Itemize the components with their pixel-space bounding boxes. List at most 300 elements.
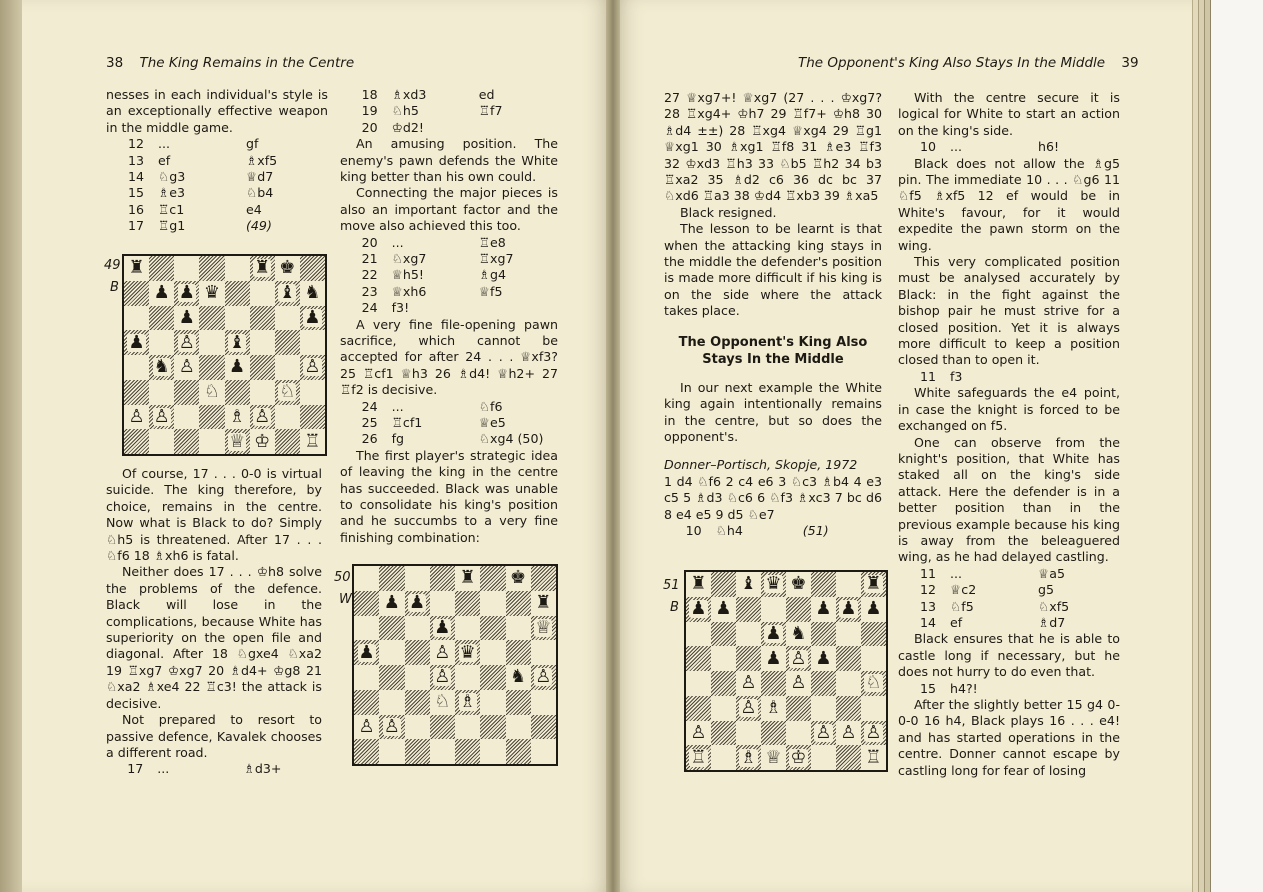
board-square	[455, 640, 480, 665]
diagram-number: 49	[104, 258, 121, 273]
board-square	[761, 622, 786, 647]
chess-piece-icon: ♘	[434, 691, 451, 713]
chess-piece-icon: ♗	[740, 746, 757, 768]
black-move: ♘xf5	[1038, 598, 1070, 614]
diagram-ref: (51)	[802, 522, 829, 538]
board-square	[379, 616, 404, 641]
board-square	[225, 306, 250, 331]
board-square	[225, 281, 250, 306]
board-square	[124, 281, 149, 306]
chess-piece-icon: ♚	[510, 567, 527, 589]
board-square	[455, 591, 480, 616]
paragraph: After the slightly better 15 g4 0-0-0 16 h4, Black plays 16 . . . e4! and has started operations in the centre. Donner cannot escape by castling long for fear of losing	[898, 696, 1120, 778]
white-move: ef	[158, 152, 171, 168]
board-square	[786, 696, 811, 721]
white-move: ♘xg7	[391, 251, 427, 266]
board-square	[250, 330, 275, 355]
board-square	[379, 566, 404, 591]
board-square	[199, 306, 224, 331]
move-number: 20	[361, 119, 378, 135]
board-square	[275, 405, 300, 430]
paragraph: Not prepared to resort to passive defence, Kavalek chooses a different road.	[106, 712, 322, 760]
black-move: g5	[1038, 582, 1055, 598]
board-square	[811, 622, 836, 647]
board-square	[480, 739, 505, 764]
move-list	[106, 136, 328, 234]
board-square	[736, 597, 761, 622]
board-square	[686, 622, 711, 647]
game-header: Donner–Portisch, Skopje, 1972	[664, 457, 858, 473]
chess-piece-icon: ♗	[765, 697, 782, 719]
board-square	[124, 330, 149, 355]
chess-piece-icon: ♞	[510, 666, 527, 688]
chess-piece-icon: ♙	[434, 641, 451, 663]
move-number: 13	[127, 152, 144, 168]
board-square	[506, 566, 531, 591]
left-column-1	[106, 87, 328, 235]
board-square	[199, 281, 224, 306]
chess-piece-icon: ♙	[153, 405, 170, 427]
black-move: ♕e5	[478, 414, 506, 430]
chess-piece-icon: ♙	[740, 672, 757, 694]
chess-piece-icon: ♙	[383, 715, 400, 737]
chess-piece-icon: ♟	[358, 641, 375, 663]
black-move	[1038, 681, 1118, 697]
chess-piece-icon: ♙	[178, 331, 195, 353]
white-move: ♕xh6	[391, 283, 427, 299]
board-square	[354, 616, 379, 641]
chess-piece-icon: ♙	[690, 721, 707, 743]
board-square	[455, 715, 480, 740]
scan-margin	[1210, 0, 1263, 892]
move-row	[106, 169, 328, 185]
chess-piece-icon: ♟	[865, 598, 882, 620]
move-list	[898, 566, 1120, 632]
chess-piece-icon: ♛	[459, 641, 476, 663]
paragraph: This very complicated position must be analysed accurately by Black: in the fight against the bishop pair he must strive for a closed position. Yet it is always more difficult to keep a position closed than to open it.	[898, 254, 1120, 368]
black-move: ♕a5	[1038, 565, 1066, 581]
board-square	[455, 739, 480, 764]
left-page-header	[106, 55, 354, 71]
page-number: 38	[106, 55, 124, 71]
board-square	[199, 429, 224, 454]
move-number: 14	[127, 169, 144, 184]
white-move: ef	[950, 614, 963, 630]
board-square	[861, 597, 886, 622]
board-square	[506, 640, 531, 665]
board-square	[736, 721, 761, 746]
black-move: (49)	[246, 218, 272, 234]
move-number: 17	[127, 218, 144, 234]
board-square	[761, 597, 786, 622]
board-square	[379, 715, 404, 740]
paragraph: In our next example the White king again intentionally remains in the centre, but so does the opponent's.	[664, 379, 882, 444]
board-square	[405, 640, 430, 665]
left-column-2	[340, 87, 558, 546]
move-number: 12	[127, 136, 144, 152]
white-move: ...	[950, 139, 963, 155]
board-square	[836, 622, 861, 647]
board-square	[455, 566, 480, 591]
board-square	[836, 745, 861, 770]
board-square	[275, 380, 300, 405]
paragraph: Black ensures that he is able to castle long if necessary, but he does not hurry to do even that.	[898, 631, 1120, 680]
board-square	[736, 745, 761, 770]
chess-piece-icon: ♗	[459, 691, 476, 713]
board-square	[686, 671, 711, 696]
board-square	[300, 355, 325, 380]
board-square	[354, 591, 379, 616]
move-row	[340, 267, 558, 283]
chess-piece-icon: ♟	[765, 622, 782, 644]
board-square	[761, 745, 786, 770]
chess-piece-icon: ♜	[690, 573, 707, 595]
board-square	[250, 281, 275, 306]
paragraph: With the centre secure it is logical for White to start an action on the king's side.	[898, 90, 1120, 138]
board-square	[786, 622, 811, 647]
chess-piece-icon: ♟	[840, 598, 857, 620]
board-square	[480, 690, 505, 715]
white-move: ...	[391, 234, 404, 250]
board-square	[711, 671, 736, 696]
board-square	[174, 330, 199, 355]
white-move: ...	[157, 761, 170, 777]
paragraph: 27 ♕xg7+! ♕xg7 (27 . . . ♔xg7? 28 ♖xg4+ ♔h7 29 ♖f7+ ♔h8 30 ♗d4 ±±) 28 ♖xg4 ♕xg4 29 ♖g1 ♕xg1 30 ♗xg1 ♖f8 31 ♗e3 ♖f3 32 ♔xd3 ♖h3 33 ♘b5 ♖h2 34 b3 ♖xa2 35 ♗d2 c6 36 dc bc 37 ♘xd6 ♖a3 38 ♔d4 ♖xb3 39 ♗xa5	[664, 90, 882, 204]
diagram-side-to-move: W	[339, 592, 352, 607]
chess-piece-icon: ♝	[279, 282, 296, 304]
board-square	[379, 591, 404, 616]
paragraph: Black resigned.	[680, 204, 777, 220]
board-square	[225, 330, 250, 355]
move-row	[340, 399, 558, 415]
board-square	[736, 572, 761, 597]
white-move: ♗xd3	[391, 87, 427, 102]
move-row	[106, 153, 328, 169]
board-square	[836, 696, 861, 721]
black-move: ♗g4	[478, 267, 507, 283]
board-square	[531, 640, 556, 665]
board-square	[761, 671, 786, 696]
white-move: ♘g3	[158, 169, 186, 184]
chess-piece-icon: ♛	[765, 573, 782, 595]
board-square	[149, 256, 174, 281]
chess-piece-icon: ♘	[203, 381, 220, 403]
move-number: 21	[361, 251, 378, 266]
board-square	[300, 306, 325, 331]
move-row	[898, 139, 1120, 155]
board-square	[506, 690, 531, 715]
board-square	[250, 355, 275, 380]
chess-piece-icon: ♘	[865, 672, 882, 694]
chess-piece-icon: ♔	[254, 430, 271, 452]
board-square	[786, 671, 811, 696]
board-square	[480, 640, 505, 665]
board-square	[711, 572, 736, 597]
board-square	[300, 256, 325, 281]
board-square	[811, 646, 836, 671]
move-row	[340, 87, 558, 103]
board-square	[861, 696, 886, 721]
board-square	[836, 597, 861, 622]
chess-piece-icon: ♟	[153, 282, 170, 304]
running-title: The Opponent's King Also Stays In the Middle	[798, 55, 1106, 71]
move-row	[898, 615, 1120, 631]
black-move: ♗d3+	[243, 761, 282, 777]
board-square	[786, 572, 811, 597]
board-square	[199, 256, 224, 281]
board-square	[761, 646, 786, 671]
board-square	[736, 671, 761, 696]
board-square	[531, 665, 556, 690]
board-square	[174, 306, 199, 331]
book-gutter	[606, 0, 620, 892]
board-square	[786, 597, 811, 622]
chess-piece-icon: ♟	[128, 331, 145, 353]
paragraph: White safeguards the e4 point, in case the knight is forced to be exchanged on f5.	[898, 385, 1120, 434]
white-move: ♘h4	[715, 522, 743, 538]
board-square	[275, 330, 300, 355]
black-move	[479, 300, 558, 316]
board-square	[811, 572, 836, 597]
chess-piece-icon: ♜	[254, 257, 271, 279]
board-square	[686, 646, 711, 671]
section-heading: The Opponent's King Also Stays In the Middle	[678, 334, 868, 367]
board-square	[225, 355, 250, 380]
board-square	[761, 572, 786, 597]
board-square	[811, 671, 836, 696]
board-square	[199, 330, 224, 355]
board-square	[405, 715, 430, 740]
move-number: 10	[685, 522, 702, 538]
board-square	[275, 429, 300, 454]
board-square	[174, 405, 199, 430]
move-row	[106, 136, 328, 152]
white-move: ...	[391, 398, 404, 414]
chess-piece-icon: ♙	[434, 666, 451, 688]
board-square	[225, 380, 250, 405]
move-number: 12	[919, 582, 936, 598]
chess-piece-icon: ♟	[304, 306, 321, 328]
white-move: f3	[950, 368, 963, 384]
chess-piece-icon: ♟	[434, 616, 451, 638]
board-square	[761, 721, 786, 746]
diagram-number: 50	[334, 570, 351, 585]
board-square	[250, 256, 275, 281]
board-square	[836, 721, 861, 746]
paragraph: Neither does 17 . . . ♔h8 solve the problems of the defence. Black will lose in the complications, because White has superiority on the open file and diagonal. After 18 ♘gxe4 ♘xa2 19 ♖xg7 ♔xg7 20 ♗d4+ ♔g8 21 ♘xa2 ♗xe4 22 ♖c3! the attack is decisive.	[106, 564, 322, 711]
paragraph: Black does not allow the ♗g5 pin. The immediate 10 . . . ♘g6 11 ♘f5 ♗xf5 12 ef would be in White's favour, for it would expedite the pawn storm on the wing.	[898, 155, 1120, 253]
board-square	[455, 690, 480, 715]
chess-piece-icon: ♟	[178, 306, 195, 328]
board-square	[455, 616, 480, 641]
white-move: ♘h5	[391, 103, 419, 119]
right-column-2	[898, 90, 1120, 779]
move-row	[106, 185, 328, 201]
move-row	[340, 235, 558, 251]
board-square	[711, 721, 736, 746]
board-square	[861, 721, 886, 746]
chess-piece-icon: ♕	[765, 746, 782, 768]
move-number: 19	[361, 103, 378, 119]
move-row	[898, 681, 1120, 697]
board-square	[531, 739, 556, 764]
board-square	[405, 591, 430, 616]
board-square	[786, 721, 811, 746]
board-square	[379, 640, 404, 665]
board-square	[430, 665, 455, 690]
white-move: ♘f5	[950, 598, 974, 614]
board-square	[250, 405, 275, 430]
board-square	[861, 572, 886, 597]
board-square	[275, 256, 300, 281]
board-square	[275, 355, 300, 380]
board-square	[199, 380, 224, 405]
board-square	[836, 572, 861, 597]
white-move: f3!	[391, 300, 410, 316]
paragraph: nesses in each individual's style is an exceptionally effective weapon in the middle game.	[106, 87, 328, 135]
right-page-header	[798, 55, 1139, 71]
chess-piece-icon: ♜	[865, 573, 882, 595]
black-move: ed	[478, 87, 495, 102]
board-square	[174, 429, 199, 454]
move-number: 22	[361, 267, 378, 283]
board-square	[711, 696, 736, 721]
board-square	[480, 591, 505, 616]
board-square	[149, 380, 174, 405]
white-move: ...	[158, 136, 171, 152]
board-square	[199, 355, 224, 380]
board-square	[250, 380, 275, 405]
move-number: 11	[919, 368, 936, 384]
board-square	[430, 690, 455, 715]
board-square	[275, 306, 300, 331]
move-row	[340, 103, 558, 119]
move-list	[340, 235, 558, 317]
black-move: ♘xg4 (50)	[478, 431, 544, 447]
board-square	[354, 640, 379, 665]
chess-piece-icon: ♖	[865, 746, 882, 768]
board-square	[430, 640, 455, 665]
chess-piece-icon: ♕	[535, 616, 552, 638]
board-square	[124, 429, 149, 454]
move-number: 10	[919, 139, 936, 155]
white-move: ♔d2!	[391, 119, 424, 135]
chess-diagram-51	[684, 570, 888, 772]
paragraph: A very fine file-opening pawn sacrifice, which cannot be accepted for after 24 . . . ♕xf3? 25 ♖cf1 ♕h3 26 ♗d4! ♕h2+ 27 ♖f2 is decisive.	[340, 316, 558, 398]
black-move: gf	[246, 136, 259, 152]
diagram-side-to-move: B	[110, 280, 119, 295]
board-square	[405, 665, 430, 690]
move-row	[340, 415, 558, 431]
board-square	[124, 306, 149, 331]
board-square	[300, 429, 325, 454]
chess-piece-icon: ♙	[535, 666, 552, 688]
board-square	[506, 715, 531, 740]
page-number: 39	[1121, 55, 1139, 71]
board-square	[405, 566, 430, 591]
board-square	[149, 330, 174, 355]
chess-piece-icon: ♟	[228, 356, 246, 378]
chess-piece-icon: ♚	[790, 573, 807, 595]
move-row	[340, 251, 558, 267]
chess-piece-icon: ♝	[740, 573, 757, 595]
board-square	[736, 696, 761, 721]
board-square	[430, 715, 455, 740]
board-square	[354, 566, 379, 591]
move-row	[898, 369, 1120, 385]
black-move: ♕f5	[478, 283, 503, 299]
black-move: h6!	[1038, 139, 1060, 155]
board-square	[225, 429, 250, 454]
board-square	[861, 745, 886, 770]
paragraph: Of course, 17 . . . 0-0 is virtual suicide. The king therefore, by choice, remains in the centre. Now what is Black to do? Simply ♘h5 is threatened. After 17 . . . ♘f6 18 ♗xh6 is fatal.	[106, 466, 322, 564]
diagram-number: 51	[663, 578, 680, 593]
board-square	[711, 622, 736, 647]
paragraph: 1 d4 ♘f6 2 c4 e6 3 ♘c3 ♗b4 4 e3 c5 5 ♗d3 ♘c6 6 ♘f3 ♗xc3 7 bc d6 8 e4 e5 9 d5 ♘e7	[664, 473, 882, 522]
board-square	[379, 739, 404, 764]
chess-piece-icon: ♙	[304, 356, 321, 378]
board-square	[506, 739, 531, 764]
chess-piece-icon: ♙	[790, 672, 807, 694]
white-move: h4?!	[950, 680, 978, 696]
chess-piece-icon: ♟	[715, 598, 732, 620]
board-square	[531, 690, 556, 715]
move-row	[340, 431, 558, 447]
black-move: ♖xg7	[478, 251, 514, 266]
board-square	[149, 405, 174, 430]
chess-diagram-49	[122, 254, 327, 456]
chess-piece-icon: ♞	[790, 622, 807, 644]
paragraph: One can observe from the knight's position, that White has staked all on the king's side attack. Here the defender is in a better position than in the previous example because his king is away from the beleaguered wing, as he had delayed castling.	[898, 434, 1120, 565]
chess-piece-icon: ♝	[228, 331, 246, 353]
black-move: ♗xf5	[246, 152, 278, 168]
black-move: ♘b4	[246, 185, 274, 201]
board-square	[861, 622, 886, 647]
chess-piece-icon: ♗	[228, 405, 246, 427]
chess-piece-icon: ♙	[358, 715, 375, 737]
black-move	[1038, 369, 1118, 385]
board-square	[124, 355, 149, 380]
chess-piece-icon: ♖	[304, 430, 321, 452]
board-square	[531, 591, 556, 616]
move-number: 26	[361, 431, 378, 447]
black-move	[479, 120, 558, 136]
chess-piece-icon: ♜	[535, 592, 552, 614]
white-move: ♖g1	[158, 218, 186, 234]
board-square	[836, 671, 861, 696]
board-square	[250, 306, 275, 331]
move-row	[106, 202, 328, 218]
board-square	[354, 665, 379, 690]
board-square	[149, 355, 174, 380]
board-square	[124, 380, 149, 405]
diagram-side-to-move: B	[670, 600, 679, 615]
board-square	[455, 665, 480, 690]
chess-piece-icon: ♙	[740, 697, 757, 719]
board-square	[711, 646, 736, 671]
move-number: 25	[361, 414, 378, 430]
running-title: The King Remains in the Centre	[139, 55, 355, 71]
board-square	[124, 405, 149, 430]
board-square	[480, 715, 505, 740]
chess-piece-icon: ♞	[153, 356, 170, 378]
chess-piece-icon: ♚	[279, 257, 296, 279]
move-number: 23	[361, 283, 378, 299]
move-number: 11	[919, 565, 936, 581]
board-square	[300, 330, 325, 355]
board-square	[506, 665, 531, 690]
board-square	[174, 281, 199, 306]
